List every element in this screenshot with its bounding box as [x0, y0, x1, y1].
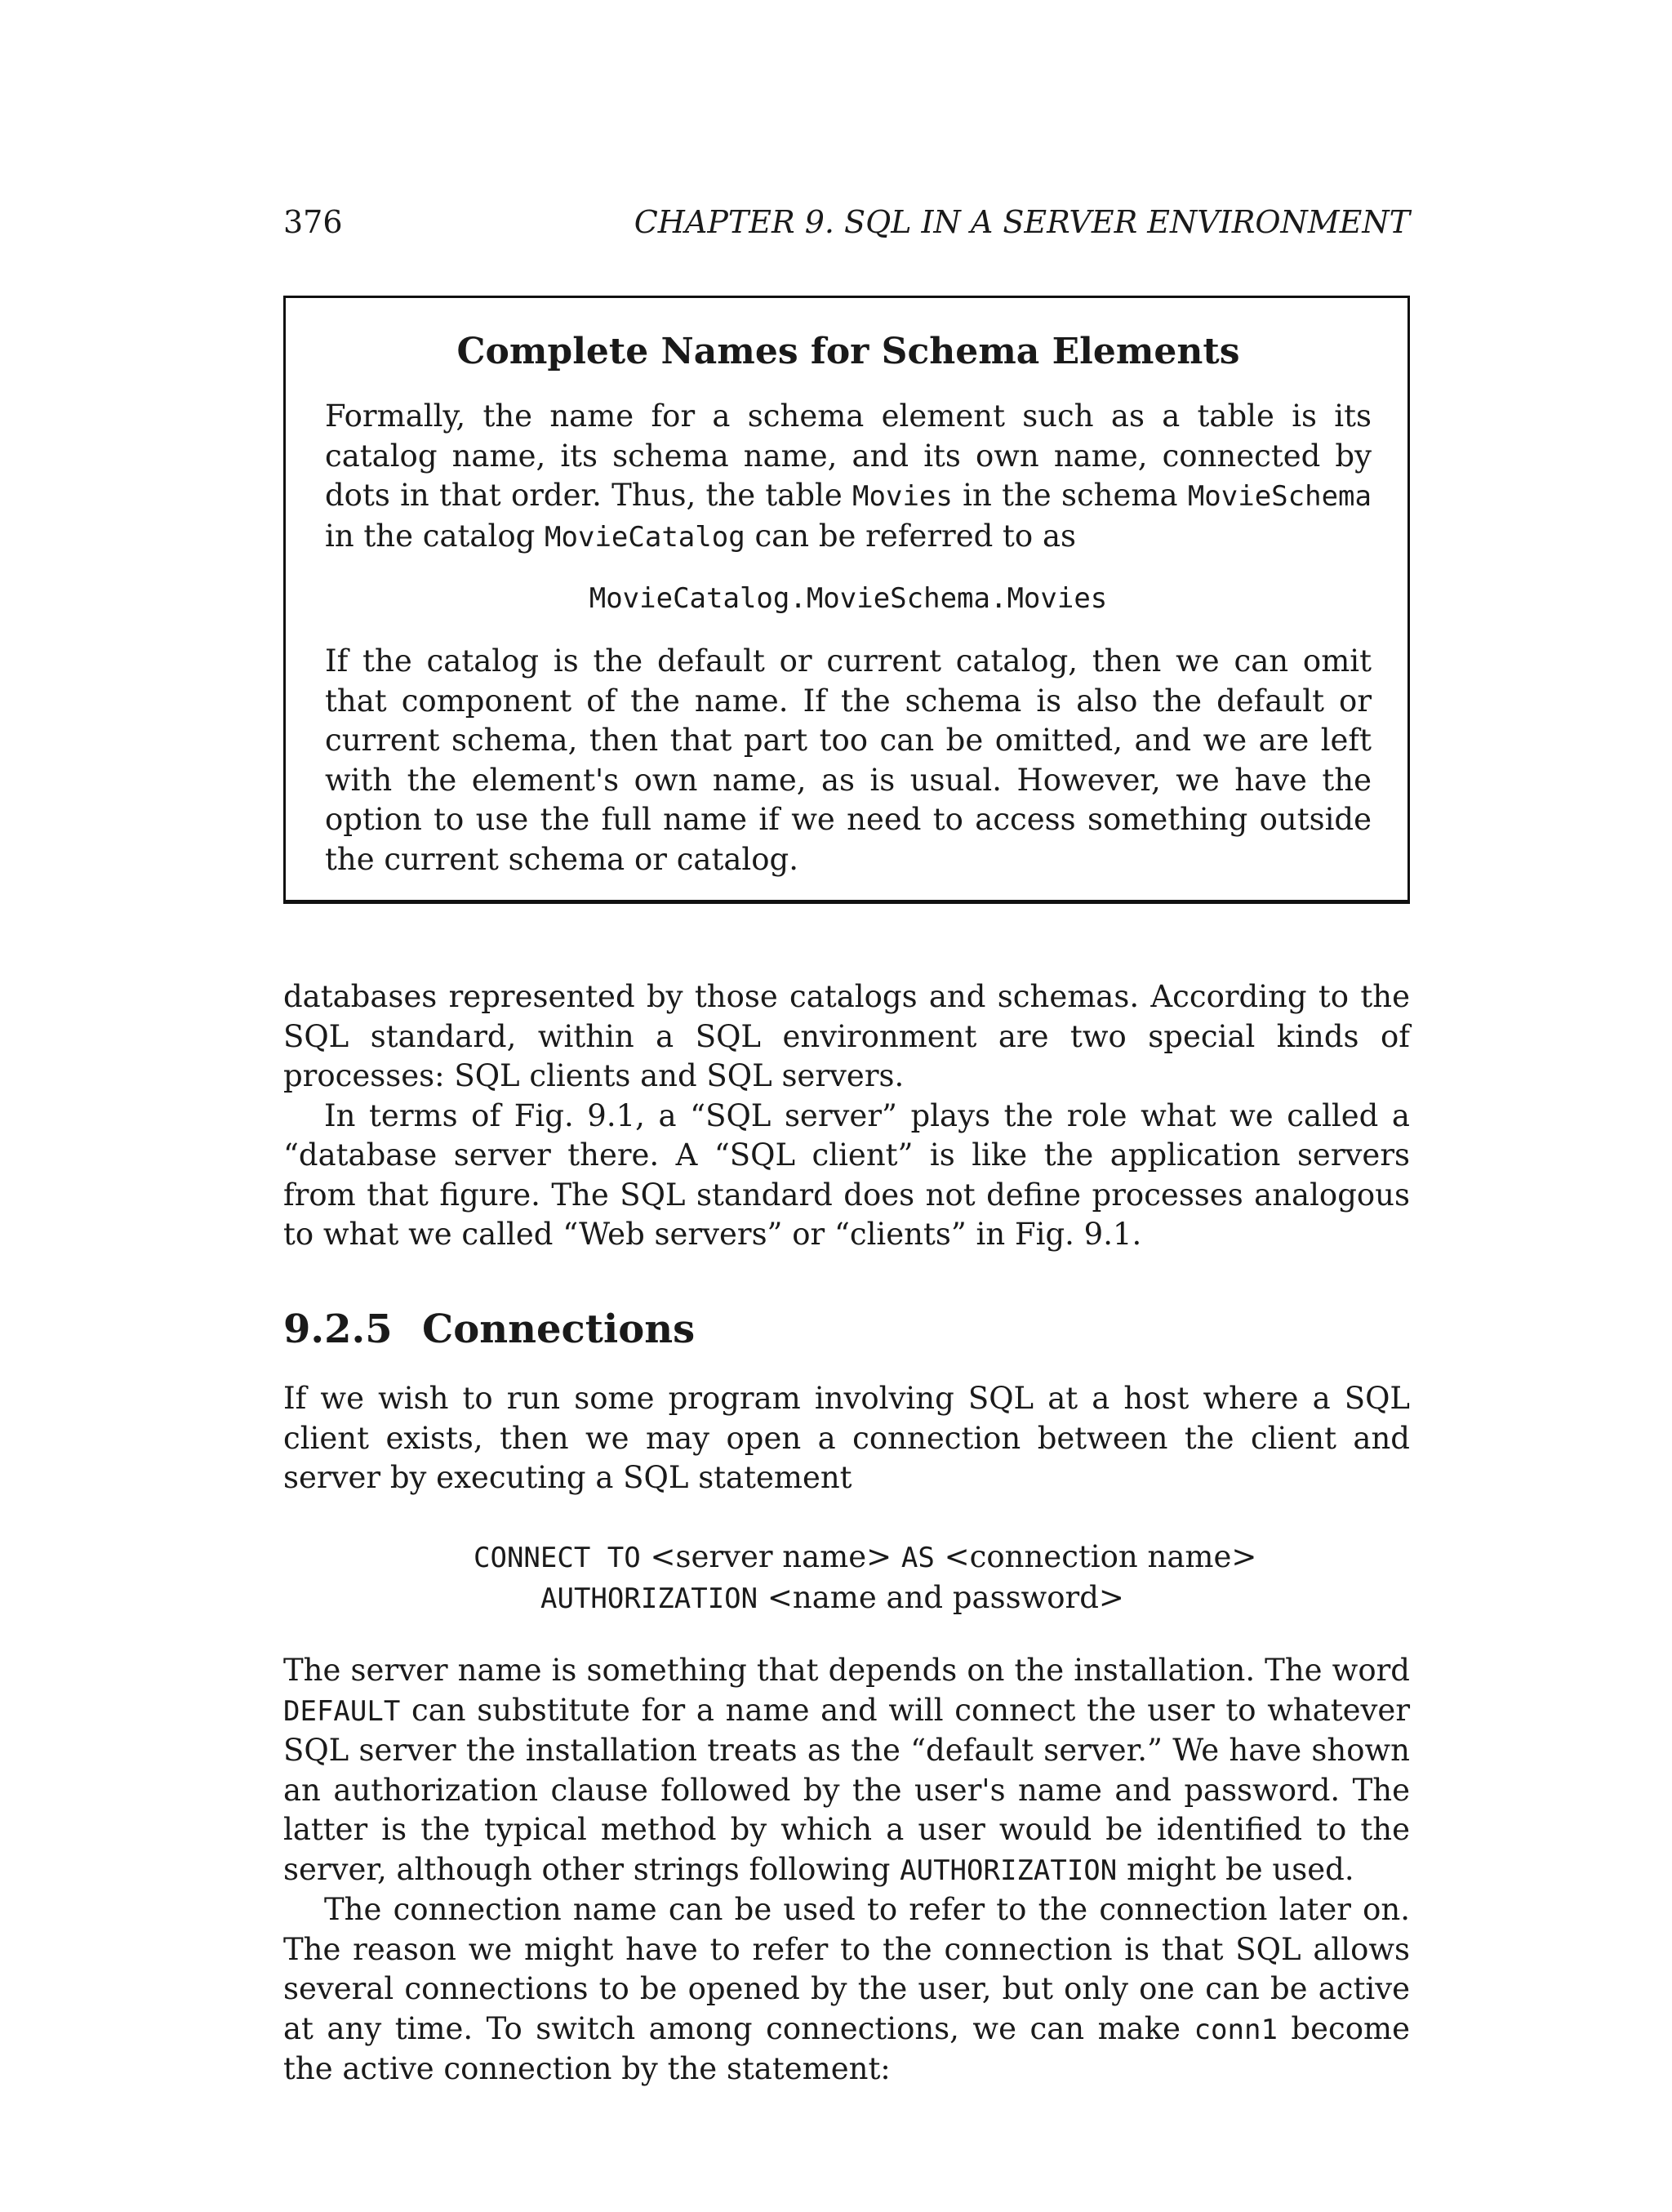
sidebar-box: [283, 296, 1410, 904]
text-span: The connection name can be used to refer to the connection later on. The reason we might have to refer to the connection is that SQL allows several connections to be opened by the user, but only one can be active at any time. To switch among connections, we can make: [283, 1892, 1410, 2046]
paragraph-server-name: [283, 1651, 1410, 1890]
code-arg: <server name>: [640, 1539, 901, 1574]
code-arg: <name and password>: [758, 1579, 1124, 1615]
paragraph-fig-9-1: In terms of Fig. 9.1, a “SQL server” plays the role what we called a “database server there. A “SQL client” is like the application servers from that figure. The SQL standard does not define processes analogous to what we called “Web servers” or “clients” in Fig. 9.1.: [283, 1097, 1410, 1252]
sidebar-title: Complete Names for Schema Elements: [456, 331, 1240, 372]
body-section-1: [283, 977, 1410, 1255]
paragraph-connection-name: [283, 1890, 1410, 2090]
text-span: in the schema: [952, 478, 1188, 513]
running-head: [283, 204, 1410, 240]
text-span: can be referred to as: [745, 518, 1077, 554]
code-movieschema: MovieSchema: [1187, 480, 1372, 513]
keyword-authorization: AUTHORIZATION: [540, 1582, 758, 1615]
section-heading: [283, 1306, 695, 1352]
code-default: DEFAULT: [283, 1694, 401, 1728]
text-span: can substitute for a name and will connect the user to whatever SQL server the installation treats as the “default server.” We have shown an authorization clause followed by the user's name and password. The latter is the typical method by which a user would be identified to the server, although other strings following: [283, 1692, 1410, 1887]
sidebar-paragraph-1: [325, 397, 1372, 557]
text-span: Formally, the name for a schema element such as a table is its catalog name, its schema name, and its own name, connected by dots in that order. Thus, the table: [325, 398, 1372, 513]
sidebar-code-example: MovieCatalog.MovieSchema.Movies: [589, 582, 1108, 615]
code-arg: <connection name>: [934, 1539, 1257, 1574]
section-number: 9.2.5: [283, 1306, 393, 1352]
chapter-title: CHAPTER 9. SQL IN A SERVER ENVIRONMENT: [634, 204, 1410, 240]
sidebar-paragraph-2: If the catalog is the default or current catalog, then we can omit that component of the name. If the schema is also the default or current schema, then that part too can be omitted, and we are left with the element's own name, as is usual. However, we have the option to use the full name if we need to access something outside the current schema or catalog.: [325, 643, 1372, 877]
code-authorization: AUTHORIZATION: [900, 1854, 1118, 1887]
body-section-2: [283, 1379, 1410, 1498]
section-title: Connections: [422, 1306, 696, 1352]
paragraph-databases: databases represented by those catalogs and schemas. According to the SQL standard, within a SQL environment are two special kinds of processes: SQL clients and SQL servers.: [283, 979, 1410, 1093]
code-movies: Movies: [852, 480, 953, 513]
text-span: become the active connection by the statement:: [283, 2010, 1410, 2086]
keyword-as: AS: [900, 1542, 935, 1574]
text-span: in the catalog: [325, 518, 545, 554]
body-section-3: [283, 1651, 1410, 2090]
code-conn1: conn1: [1194, 2013, 1278, 2046]
connect-statement: [474, 1538, 1256, 1618]
code-moviecatalog: MovieCatalog: [545, 520, 745, 554]
code-line-1: [474, 1538, 1256, 1578]
code-line-2: [474, 1578, 1256, 1619]
page-number: 376: [283, 204, 343, 240]
keyword-connect-to: CONNECT TO: [474, 1542, 641, 1574]
text-span: The server name is something that depends on the installation. The word: [283, 1653, 1410, 1688]
paragraph-connection-intro: If we wish to run some program involving SQL at a host where a SQL client exists, then we may open a connection between the client and server by executing a SQL statement: [283, 1381, 1410, 1495]
text-span: might be used.: [1117, 1851, 1354, 1887]
